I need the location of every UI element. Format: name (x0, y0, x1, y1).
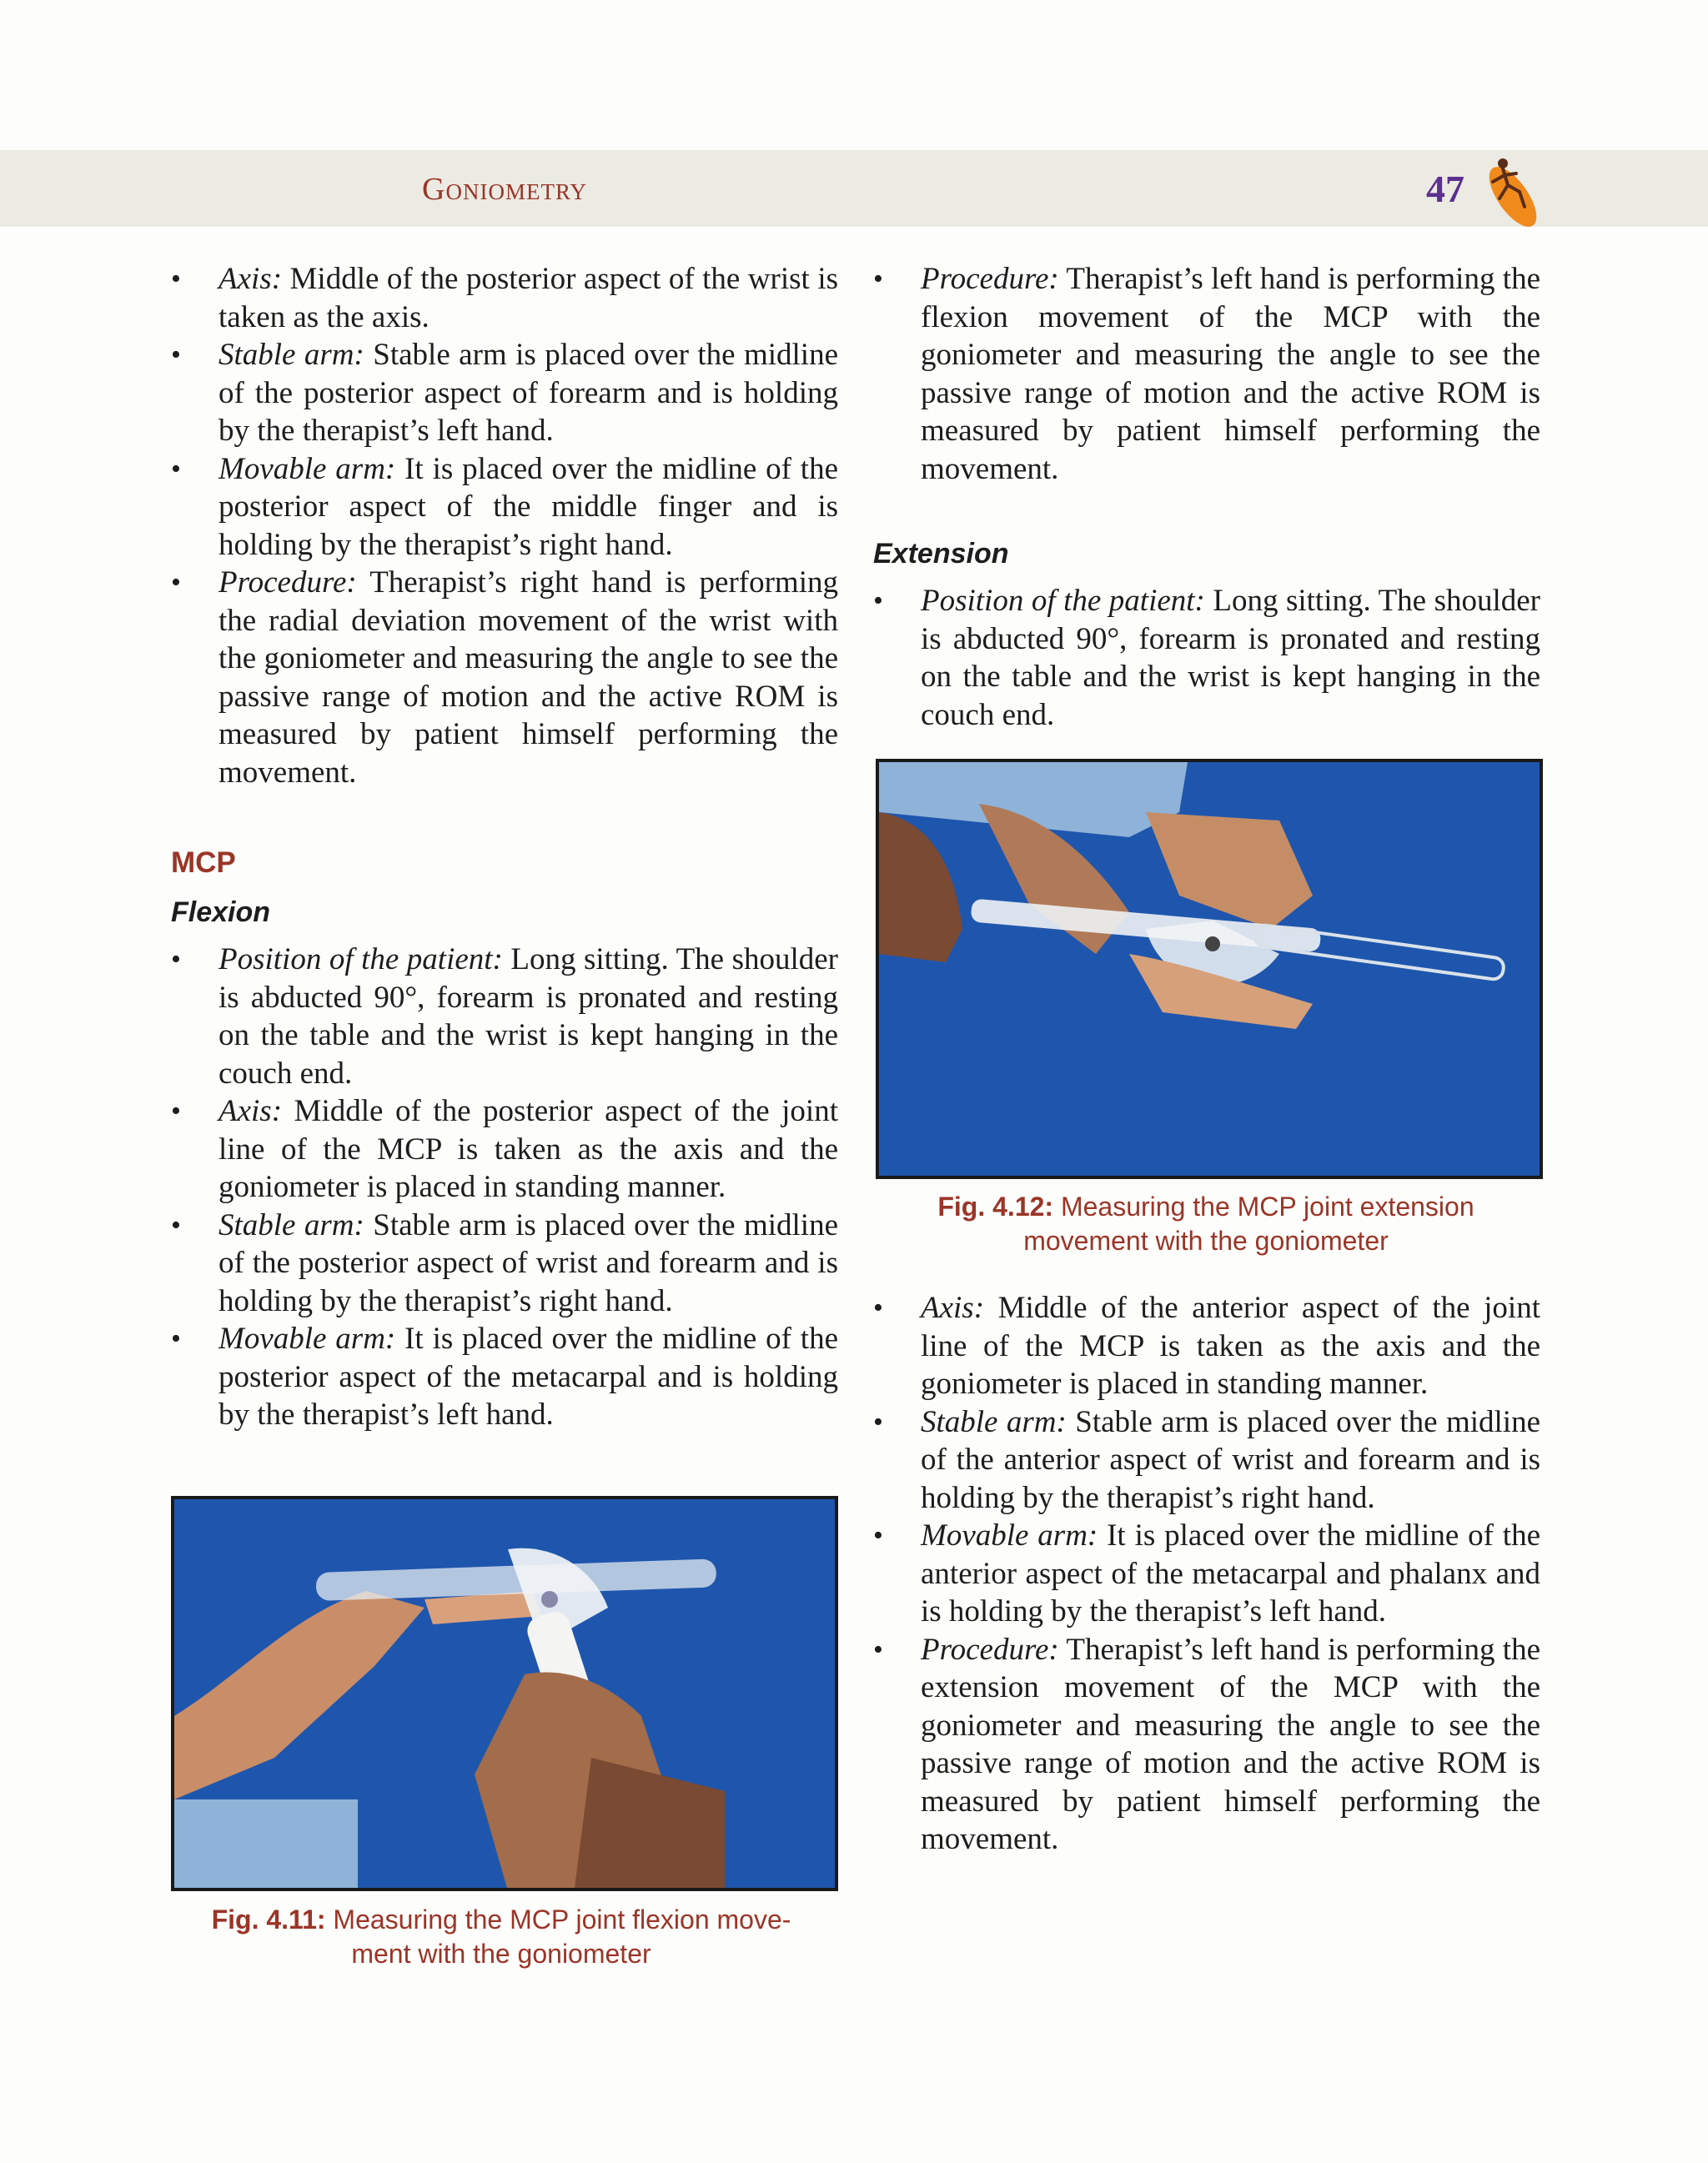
running-head: Goniometry (422, 172, 587, 207)
extension-position-bullet-list (873, 582, 1540, 734)
right-column-bottom (873, 1289, 1540, 1859)
list-item: • Position of the patient: Long sitting. The shoulder is abducted 90°, forearm is pronated and resting on the table and the wrist is kept hanging in the couch end. (171, 941, 838, 1092)
subheading-extension: Extension (873, 538, 1009, 570)
figure-label: Fig. 4.12: (937, 1192, 1054, 1222)
section-heading-mcp: MCP (171, 846, 236, 879)
list-item: • Procedure: Therapist’s left hand is performing the flexion movement of the MCP with the goniometer and measuring the angle to see the passive range of motion and the active ROM is measured by patient himself performing the movement. (873, 260, 1540, 488)
right-column-top (873, 260, 1540, 734)
list-item: • Position of the patient: Long sitting. The shoulder is abducted 90°, forearm is pronated and resting on the table and the wrist is kept hanging in the couch end. (873, 582, 1540, 734)
list-item: • Stable arm: Stable arm is placed over the midline of the anterior aspect of wrist and forearm and is holding by the therapist’s right hand. (873, 1403, 1540, 1518)
figure-label: Fig. 4.11: (211, 1905, 326, 1935)
list-item: • Movable arm: It is placed over the midline of the posterior aspect of the middle finger and is holding by the therapist’s right hand. (171, 450, 838, 565)
list-item: • Axis: Middle of the posterior aspect of the joint line of the MCP is taken as the axis and the goniometer is placed in standing manner. (171, 1092, 838, 1207)
right-top-bullet-list (873, 260, 1540, 488)
list-item: • Stable arm: Stable arm is placed over the midline of the posterior aspect of wrist and forearm and is holding by the therapist’s right hand. (171, 1207, 838, 1321)
list-item: • Axis: Middle of the posterior aspect of the wrist is taken as the axis. (171, 260, 838, 336)
list-item: • Movable arm: It is placed over the midline of the anterior aspect of the metacarpal and phalanx and is holding by the therapist’s left hand. (873, 1517, 1540, 1631)
left-top-bullet-list (171, 260, 838, 791)
list-item: • Movable arm: It is placed over the midline of the posterior aspect of the metacarpal and is holding by the therapist’s left hand. (171, 1320, 838, 1434)
list-item: • Procedure: Therapist’s right hand is performing the radial deviation movement of the wrist with the goniometer and measuring the angle to see the passive range of motion and the active ROM is measured by patient himself performing the movement. (171, 564, 838, 791)
figure-4-11-caption: Fig. 4.11: Measuring the MCP joint flexion move- ment with the goniometer (211, 1905, 791, 1969)
extension-bullet-list (873, 1289, 1540, 1859)
list-item: • Axis: Middle of the anterior aspect of the joint line of the MCP is taken as the axis and the goniometer is placed in standing manner. (873, 1289, 1540, 1403)
subheading-flexion: Flexion (171, 896, 271, 928)
runner-logo-icon (1469, 148, 1553, 232)
figure-4-12-photo (876, 759, 1543, 1179)
flexion-bullet-list (171, 941, 838, 1434)
list-item: • Stable arm: Stable arm is placed over the midline of the posterior aspect of forearm and is holding by the therapist’s left hand. (171, 336, 838, 450)
list-item: • Procedure: Therapist’s left hand is performing the extension movement of the MCP with the goniometer and measuring the angle to see the passive range of motion and the active ROM is measured by patient himself performing the movement. (873, 1631, 1540, 1859)
page-number: 47 (1426, 168, 1464, 210)
figure-4-11-photo (171, 1496, 838, 1891)
figure-4-12-caption: Fig. 4.12: Measuring the MCP joint extension movement with the goniometer (937, 1192, 1474, 1256)
left-column (171, 260, 838, 1434)
